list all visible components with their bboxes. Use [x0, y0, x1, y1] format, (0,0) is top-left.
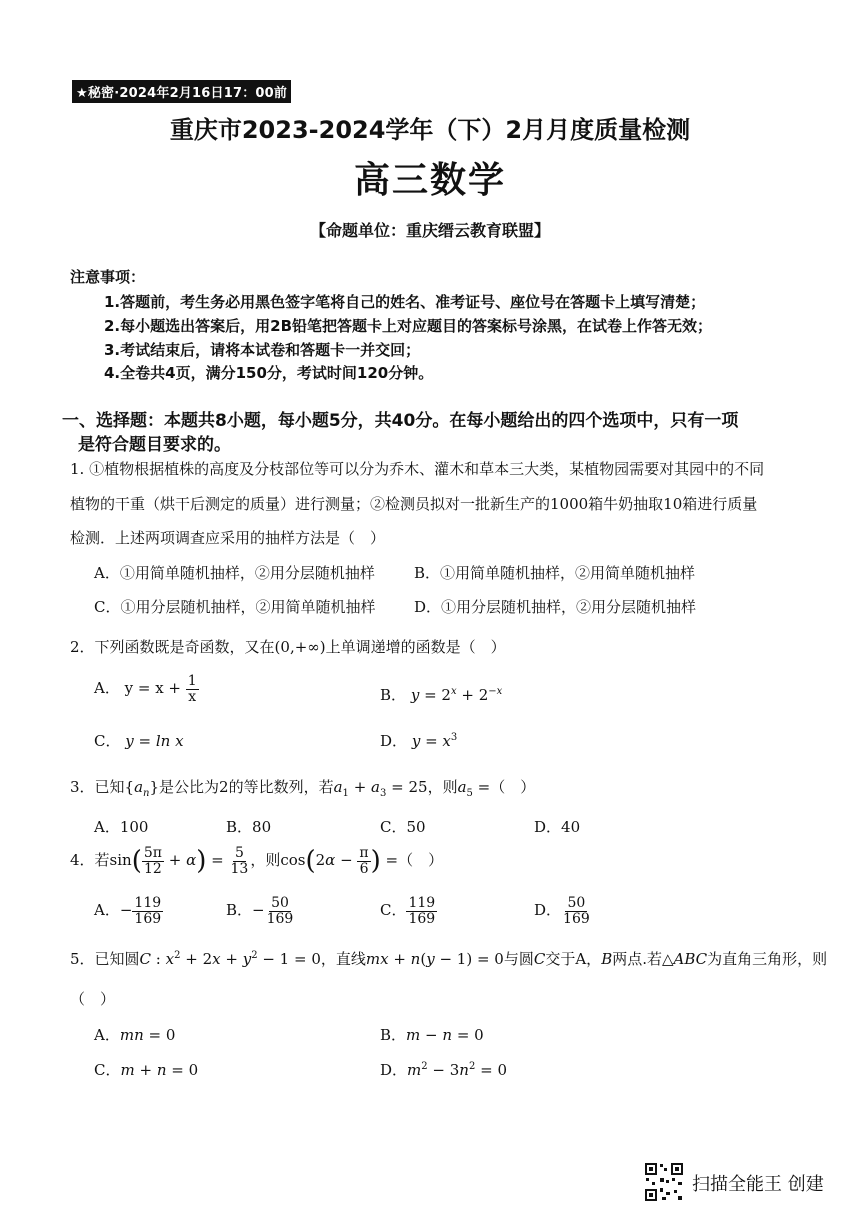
qr-code-icon: [644, 1162, 684, 1202]
q4-stem: [70, 846, 443, 876]
q1-line2: 植物的干重（烘干后测定的质量）进行测量；②检测员拟对一批新生产的1000箱牛奶抽取10箱进行质量: [70, 495, 758, 513]
q5-option-c: [94, 1059, 198, 1080]
q3-option-a: A．100: [94, 818, 149, 836]
q2-d-expr: $y = x^3$: [411, 732, 458, 750]
q5-d-label: D．: [380, 1061, 408, 1079]
q4-stem-a: 4．若: [70, 851, 110, 870]
q5-stem-a: 5．已知圆: [70, 950, 140, 968]
notice-item: 4.全卷共4页，满分150分，考试时间120分钟。: [104, 364, 434, 382]
q5-stem-d: 交于A，: [545, 950, 602, 968]
q2-interval: (0,+∞): [274, 638, 326, 656]
q5-line: mx + n(y − 1) = 0: [365, 950, 504, 968]
q2-a-label: A．: [94, 679, 120, 698]
q2-stem: [70, 636, 506, 657]
q5-option-b: [380, 1024, 484, 1045]
notice-item: 3.考试结束后，请将本试卷和答题卡一并交回；: [104, 341, 421, 359]
q3-stem: [70, 776, 535, 799]
q2-option-b: [380, 684, 502, 705]
q2-a-frac: [186, 674, 199, 704]
q5-a-label: A．: [94, 1026, 120, 1044]
q2-a-den: x: [188, 688, 197, 705]
scanner-watermark: 扫描全能王 创建: [692, 1174, 824, 1195]
q4-d-frac: $\frac{50}{169}$: [563, 895, 590, 927]
q5-d-expr: $m^2 - 3n^2 = 0$: [407, 1061, 507, 1079]
q4-stem-c: （ ）: [398, 851, 444, 870]
q4-b-frac: $\frac{50}{169}$: [266, 895, 294, 927]
q2-b-label: B．: [380, 686, 407, 704]
q3-cond: $a_1 + a_3 = 25$: [333, 778, 428, 799]
exam-subject: 高三数学: [353, 160, 506, 201]
q4-option-d: [534, 896, 592, 926]
q3-target: $a_5$ =: [457, 778, 491, 799]
q3-stem-c: ，则: [427, 778, 458, 796]
q4-a-frac: $\frac{119}{169}$: [134, 895, 162, 927]
exam-title: 重庆市2023-2024学年（下）2月月度质量检测: [169, 116, 691, 144]
q4-c-frac: $\frac{119}{169}$: [408, 895, 436, 927]
notice-item: 2.每小题选出答案后，用2B铅笔把答题卡上对应题目的答案标号涂黑，在试卷上作答无效；: [104, 317, 713, 335]
q3-option-b: B．80: [226, 818, 272, 836]
q1-option-b: B．①用简单随机抽样，②用简单随机抽样: [414, 564, 696, 582]
q4-stem-b: ，则: [250, 851, 281, 870]
q2-option-d: [380, 730, 457, 751]
q1-option-d: D．①用分层随机抽样，②用分层随机抽样: [414, 598, 697, 616]
q2-d-label: D．: [380, 732, 408, 750]
q2-c-expr: y = ln x: [125, 732, 184, 750]
q5-stem-e: 两点.若△: [612, 950, 674, 968]
q3-stem-b: 是公比为2的等比数列，若: [159, 778, 334, 796]
q2-a-num: 1: [187, 673, 197, 689]
q5-c-expr: m + n = 0: [120, 1061, 199, 1079]
q1-line3: 检测．上述两项调查应采用的抽样方法是（ ）: [70, 529, 386, 547]
section-heading: 一、选择题：本题共8小题，每小题5分，共40分。在每小题给出的四个选项中，只有一项: [62, 411, 739, 431]
q4-sin-expr: sin( $\frac{5\pi}{12}$ + α) = $\frac{5}{13}$: [109, 845, 249, 877]
q1-option-c: C．①用分层随机抽样，②用简单随机抽样: [94, 598, 376, 616]
q2-a-expr: y = x +: [124, 679, 181, 698]
q2-c-label: C．: [94, 732, 121, 750]
q5-stem-c: 与圆: [503, 950, 534, 968]
q3-option-c: C．50: [380, 818, 426, 836]
q5-b-expr: m − n = 0: [406, 1026, 484, 1044]
q3-stem-d: （ ）: [490, 778, 536, 796]
q4-d-label: D．: [534, 901, 562, 920]
q2-stem-a: 2．下列函数既是奇函数，又在: [70, 638, 275, 656]
q5-circle: C : $x^2 + 2x + y^2 - 1 = 0$: [139, 950, 321, 968]
q3-stem-a: 3．已知: [70, 778, 125, 796]
q5-line2: （ ）: [70, 990, 116, 1008]
q2-stem-b: 上单调递增的函数是（ ）: [325, 638, 506, 656]
section-heading-cont: 是符合题目要求的。: [78, 435, 231, 455]
q4-cos-expr: cos(2α − $\frac{\pi}{6}$ ) =: [280, 845, 399, 877]
q5-stem: 5．已知圆C : $x^2 + 2x + y^2 - 1 = 0$，直线mx + n(y − 1) = 0与圆C交于A，B两点.若△ABC为直角三角形，则: [70, 950, 828, 968]
q1-line1: 1. ①植物根据植株的高度及分枝部位等可以分为乔木、灌木和草本三大类，某植物园需要对其园中的不同: [70, 460, 765, 478]
q4-a-label: A．: [94, 901, 120, 920]
q4-option-b: B．− $\frac{50}{169}$: [226, 895, 294, 927]
q4-c-label: C．: [380, 901, 407, 920]
q5-c-label: C．: [94, 1061, 121, 1079]
q5-option-d: [380, 1059, 507, 1080]
q5-b-label: B．: [380, 1026, 407, 1044]
q2-option-a: [94, 674, 199, 704]
q5-stem-f: 为直角三角形，则: [707, 950, 828, 968]
q5-a-expr: mn = 0: [119, 1026, 176, 1044]
q4-b-label: B．: [226, 901, 253, 920]
q5-stem-b: ，直线: [320, 950, 366, 968]
exam-unit: 【命题单位：重庆缙云教育联盟】: [309, 221, 550, 240]
q4-option-c: [380, 896, 437, 926]
notice-heading: 注意事项：: [70, 268, 146, 286]
q5-option-a: [94, 1024, 175, 1045]
q1-option-a: A．①用简单随机抽样，②用分层随机抽样: [94, 564, 375, 582]
notice-item: 1.答题前，考生务必用黑色签字笔将自己的姓名、准考证号、座位号在答题卡上填写清楚；: [104, 293, 706, 311]
q3-seq: $\{a_n\}$: [124, 778, 160, 799]
q4-option-a: A．− $\frac{119}{169}$: [94, 895, 162, 927]
q2-option-c: [94, 730, 184, 751]
q2-b-expr: $y = 2^x + 2^{-x}$: [410, 686, 503, 704]
q3-option-d: D．40: [534, 818, 581, 836]
confidential-tag: ★秘密·2024年2月16日17：00前: [72, 80, 291, 103]
